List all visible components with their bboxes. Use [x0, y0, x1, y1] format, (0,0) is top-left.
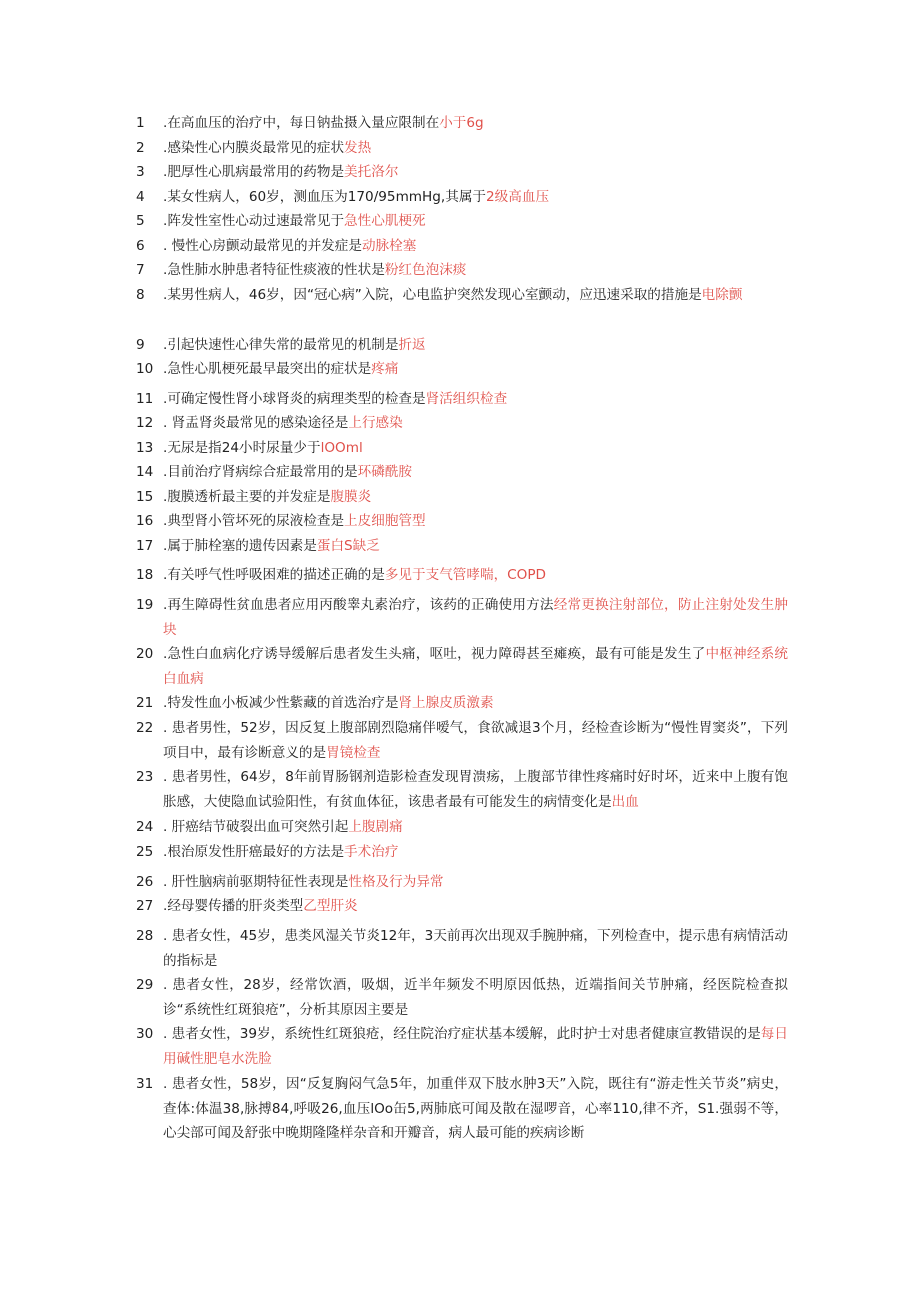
answer-text: 腹膜炎: [330, 489, 372, 505]
question-body: [163, 1022, 788, 1071]
question-body: [163, 691, 788, 716]
question-item: [136, 691, 788, 716]
question-item: [136, 716, 788, 765]
question-body: [163, 924, 788, 973]
question-text: .无尿是指24小时尿量少于: [163, 440, 321, 456]
answer-text: 电除颤: [701, 287, 743, 303]
question-text: .经母婴传播的肝炎类型: [163, 898, 304, 914]
question-text: .属于肺栓塞的遗传因素是: [163, 538, 317, 554]
question-text: . 患者男性，52岁，因反复上腹部剧烈隐痛伴嗳气，食欲减退3个月，经检查诊断为“慢性胃窦炎”，下列项目中，最有诊断意义的是: [163, 720, 788, 761]
question-number: 22: [136, 720, 154, 736]
question-text: .在高血压的治疗中，每日钠盐摄入量应限制在: [163, 115, 440, 131]
question-number: 17: [136, 538, 154, 554]
answer-text: 折返: [398, 337, 426, 353]
answer-text: 多见于支气管哮喘，COPD: [384, 567, 547, 583]
question-number: 1: [136, 115, 145, 131]
question-text: .根治原发性肝癌最好的方法是: [163, 844, 345, 860]
question-body: [163, 593, 788, 642]
question-text: . 肝性脑病前驱期特征性表现是: [163, 874, 349, 890]
question-text: .感染性心内膜炎最常见的症状: [163, 140, 345, 156]
question-body: [163, 387, 788, 412]
question-body: [163, 209, 788, 234]
question-item: [136, 924, 788, 973]
question-text: . 肝癌结节破裂出血可突然引起: [163, 819, 349, 835]
question-text: . 慢性心房颤动最常见的并发症是: [163, 238, 362, 254]
question-text: .腹膜透析最主要的并发症是: [163, 489, 331, 505]
question-number: 28: [136, 928, 154, 944]
question-number: 19: [136, 597, 154, 613]
question-body: [163, 357, 788, 382]
question-item: [136, 258, 788, 283]
question-text: .急性白血病化疗诱导缓解后患者发生头痛，呕吐，视力障碍甚至瘫痪，最有可能是发生了: [163, 646, 706, 662]
question-body: [163, 870, 788, 895]
question-number: 10: [136, 361, 154, 377]
question-number: 2: [136, 140, 145, 156]
question-number: 9: [136, 337, 145, 353]
question-item: [136, 357, 788, 382]
question-body: [163, 258, 788, 283]
question-item: [136, 411, 788, 436]
question-text: .引起快速性心律失常的最常见的机制是: [163, 337, 399, 353]
answer-text: 乙型肝炎: [303, 898, 358, 914]
question-item: [136, 136, 788, 161]
question-text: . 患者女性，58岁，因“反复胸闷气急5年，加重伴双下肢水肿3天”入院，既往有“游走性关节炎”病史，查体:体温38,脉搏84,呼吸26,血压lOo缶5,两肺底可闻及散在湿啰音，心率110,律不齐，S1.强弱不等，心尖部可闻及舒张中晚期隆隆样杂音和开瓣音，病人最可能的疾病诊断: [163, 1076, 788, 1141]
answer-text: 粉红色泡沫痰: [384, 262, 467, 278]
question-number: 14: [136, 464, 154, 480]
question-text: .再生障碍性贫血患者应用丙酸睾丸素治疗，该药的正确使用方法: [163, 597, 554, 613]
question-body: [163, 894, 788, 919]
question-body: [163, 333, 788, 358]
question-number: 23: [136, 769, 154, 785]
question-text: .特发性血小板减少性紫藏的首选治疗是: [163, 695, 399, 711]
question-item: [136, 840, 788, 865]
answer-text: 美托洛尔: [344, 164, 399, 180]
question-body: [163, 283, 788, 308]
question-number: 31: [136, 1076, 154, 1092]
question-body: [163, 136, 788, 161]
question-body: [163, 765, 788, 814]
question-item: [136, 485, 788, 510]
question-item: [136, 765, 788, 814]
answer-text: 手术治疗: [344, 844, 399, 860]
question-item: [136, 387, 788, 412]
question-number: 26: [136, 874, 154, 890]
question-body: [163, 716, 788, 765]
question-text: . 肾盂肾炎最常见的感染途径是: [163, 415, 349, 431]
question-item: [136, 283, 788, 308]
question-body: [163, 111, 788, 136]
question-text: .有关呼气性呼吸困难的描述正确的是: [163, 567, 385, 583]
question-number: 27: [136, 898, 154, 914]
question-body: [163, 840, 788, 865]
question-number: 15: [136, 489, 154, 505]
answer-text: 肾上腺皮质激素: [398, 695, 494, 711]
question-body: [163, 185, 788, 210]
question-number: 20: [136, 646, 154, 662]
question-text: .急性心肌梗死最早最突出的症状是: [163, 361, 372, 377]
question-item: [136, 436, 788, 461]
answer-text: 性格及行为异常: [348, 874, 444, 890]
question-text: . 患者女性，28岁，经常饮酒，吸烟，近半年频发不明原因低热，近端指间关节肿痛，经医院检查拟诊“系统性红斑狼疮”，分析其原因主要是: [163, 977, 788, 1018]
question-number: 30: [136, 1026, 154, 1042]
question-number: 5: [136, 213, 145, 229]
question-text: .目前治疗肾病综合症最常用的是: [163, 464, 358, 480]
question-text: . 患者男性，64岁，8年前胃肠钢剂造影检查发现胃溃疡，上腹部节律性疼痛时好时坏，近来中上腹有饱胀感，大使隐血试验阳性，有贫血体征，该患者最有可能发生的病情变化是: [163, 769, 788, 810]
answer-text: 经常更换注射部位，防止注射处发生肿块: [163, 597, 788, 638]
question-body: [163, 563, 788, 588]
answer-text: 小于6g: [439, 115, 484, 131]
question-body: [163, 460, 788, 485]
question-number: 24: [136, 819, 154, 835]
question-text: .某男性病人，46岁，因“冠心病”入院，心电监护突然发现心室颤动，应迅速采取的措施是: [163, 287, 702, 303]
question-item: [136, 234, 788, 259]
answer-text: 上皮细胞管型: [344, 513, 426, 529]
answer-text: 急性心肌梗死: [344, 213, 426, 229]
question-text: .肥厚性心肌病最常用的药物是: [163, 164, 345, 180]
question-number: 16: [136, 513, 154, 529]
question-number: 18: [136, 567, 154, 583]
question-body: [163, 534, 788, 559]
question-text: .阵发性室性心动过速最常见于: [163, 213, 345, 229]
question-number: 21: [136, 695, 154, 711]
question-number: 13: [136, 440, 154, 456]
question-text: . 患者女性，45岁，患类风湿关节炎12年，3天前再次出现双手腕肿痛，下列检查中，提示患有病情活动的指标是: [163, 928, 788, 969]
question-text: .某女性病人，60岁，测血压为170/95mmHg,其属于: [163, 189, 487, 205]
answer-text: 中枢神经系统白血病: [163, 646, 788, 687]
answer-text: 上腹剧痛: [348, 819, 403, 835]
answer-text: lOOml: [320, 440, 363, 456]
question-item: [136, 815, 788, 840]
answer-text: 每日用碱性肥皂水洗脸: [163, 1026, 789, 1067]
answer-text: 疼痛: [371, 361, 399, 377]
question-item: [136, 593, 788, 642]
question-text: .急性肺水肿患者特征性痰液的性状是: [163, 262, 385, 278]
answer-text: 出血: [611, 793, 639, 810]
question-number: 7: [136, 262, 145, 278]
question-item: [136, 333, 788, 358]
question-body: [163, 234, 788, 259]
question-number: 11: [136, 391, 154, 407]
question-body: [163, 973, 788, 1022]
question-item: [136, 642, 788, 691]
question-item: [136, 460, 788, 485]
question-number: 3: [136, 164, 145, 180]
question-number: 12: [136, 415, 154, 431]
answer-text: 蛋白S缺乏: [316, 538, 380, 554]
answer-text: 胃镜检查: [326, 744, 381, 761]
question-text: .典型肾小管坏死的尿液检查是: [163, 513, 345, 529]
question-body: [163, 436, 788, 461]
question-item: [136, 111, 788, 136]
question-body: [163, 485, 788, 510]
question-number: 6: [136, 238, 145, 254]
question-item: [136, 1072, 788, 1146]
question-item: [136, 1022, 788, 1071]
question-item: [136, 185, 788, 210]
answer-text: 动脉栓塞: [361, 238, 417, 254]
question-body: [163, 509, 788, 534]
question-text: .可确定慢性肾小球肾炎的病理类型的检查是: [163, 391, 426, 407]
answer-text: 发热: [344, 140, 372, 156]
answer-text: 2级高血压: [486, 189, 550, 205]
answer-text: 肾活组织检查: [425, 391, 508, 407]
question-body: [163, 160, 788, 185]
question-number: 8: [136, 287, 145, 303]
question-number: 25: [136, 844, 154, 860]
question-body: [163, 411, 788, 436]
question-number: 29: [136, 977, 154, 993]
question-item: [136, 534, 788, 559]
question-item: [136, 563, 788, 588]
question-body: [163, 642, 788, 691]
question-item: [136, 870, 788, 895]
question-text: . 患者女性，39岁，系统性红斑狼疮，经住院治疗症状基本缓解，此时护士对患者健康宣教错误的是: [163, 1026, 761, 1042]
question-number: 4: [136, 189, 145, 205]
question-item: [136, 209, 788, 234]
question-item: [136, 894, 788, 919]
answer-text: 上行感染: [348, 415, 403, 431]
question-item: [136, 509, 788, 534]
question-body: [163, 1072, 788, 1146]
question-body: [163, 815, 788, 840]
question-item: [136, 160, 788, 185]
question-item: [136, 973, 788, 1022]
answer-text: 环磷酰胺: [357, 464, 413, 480]
